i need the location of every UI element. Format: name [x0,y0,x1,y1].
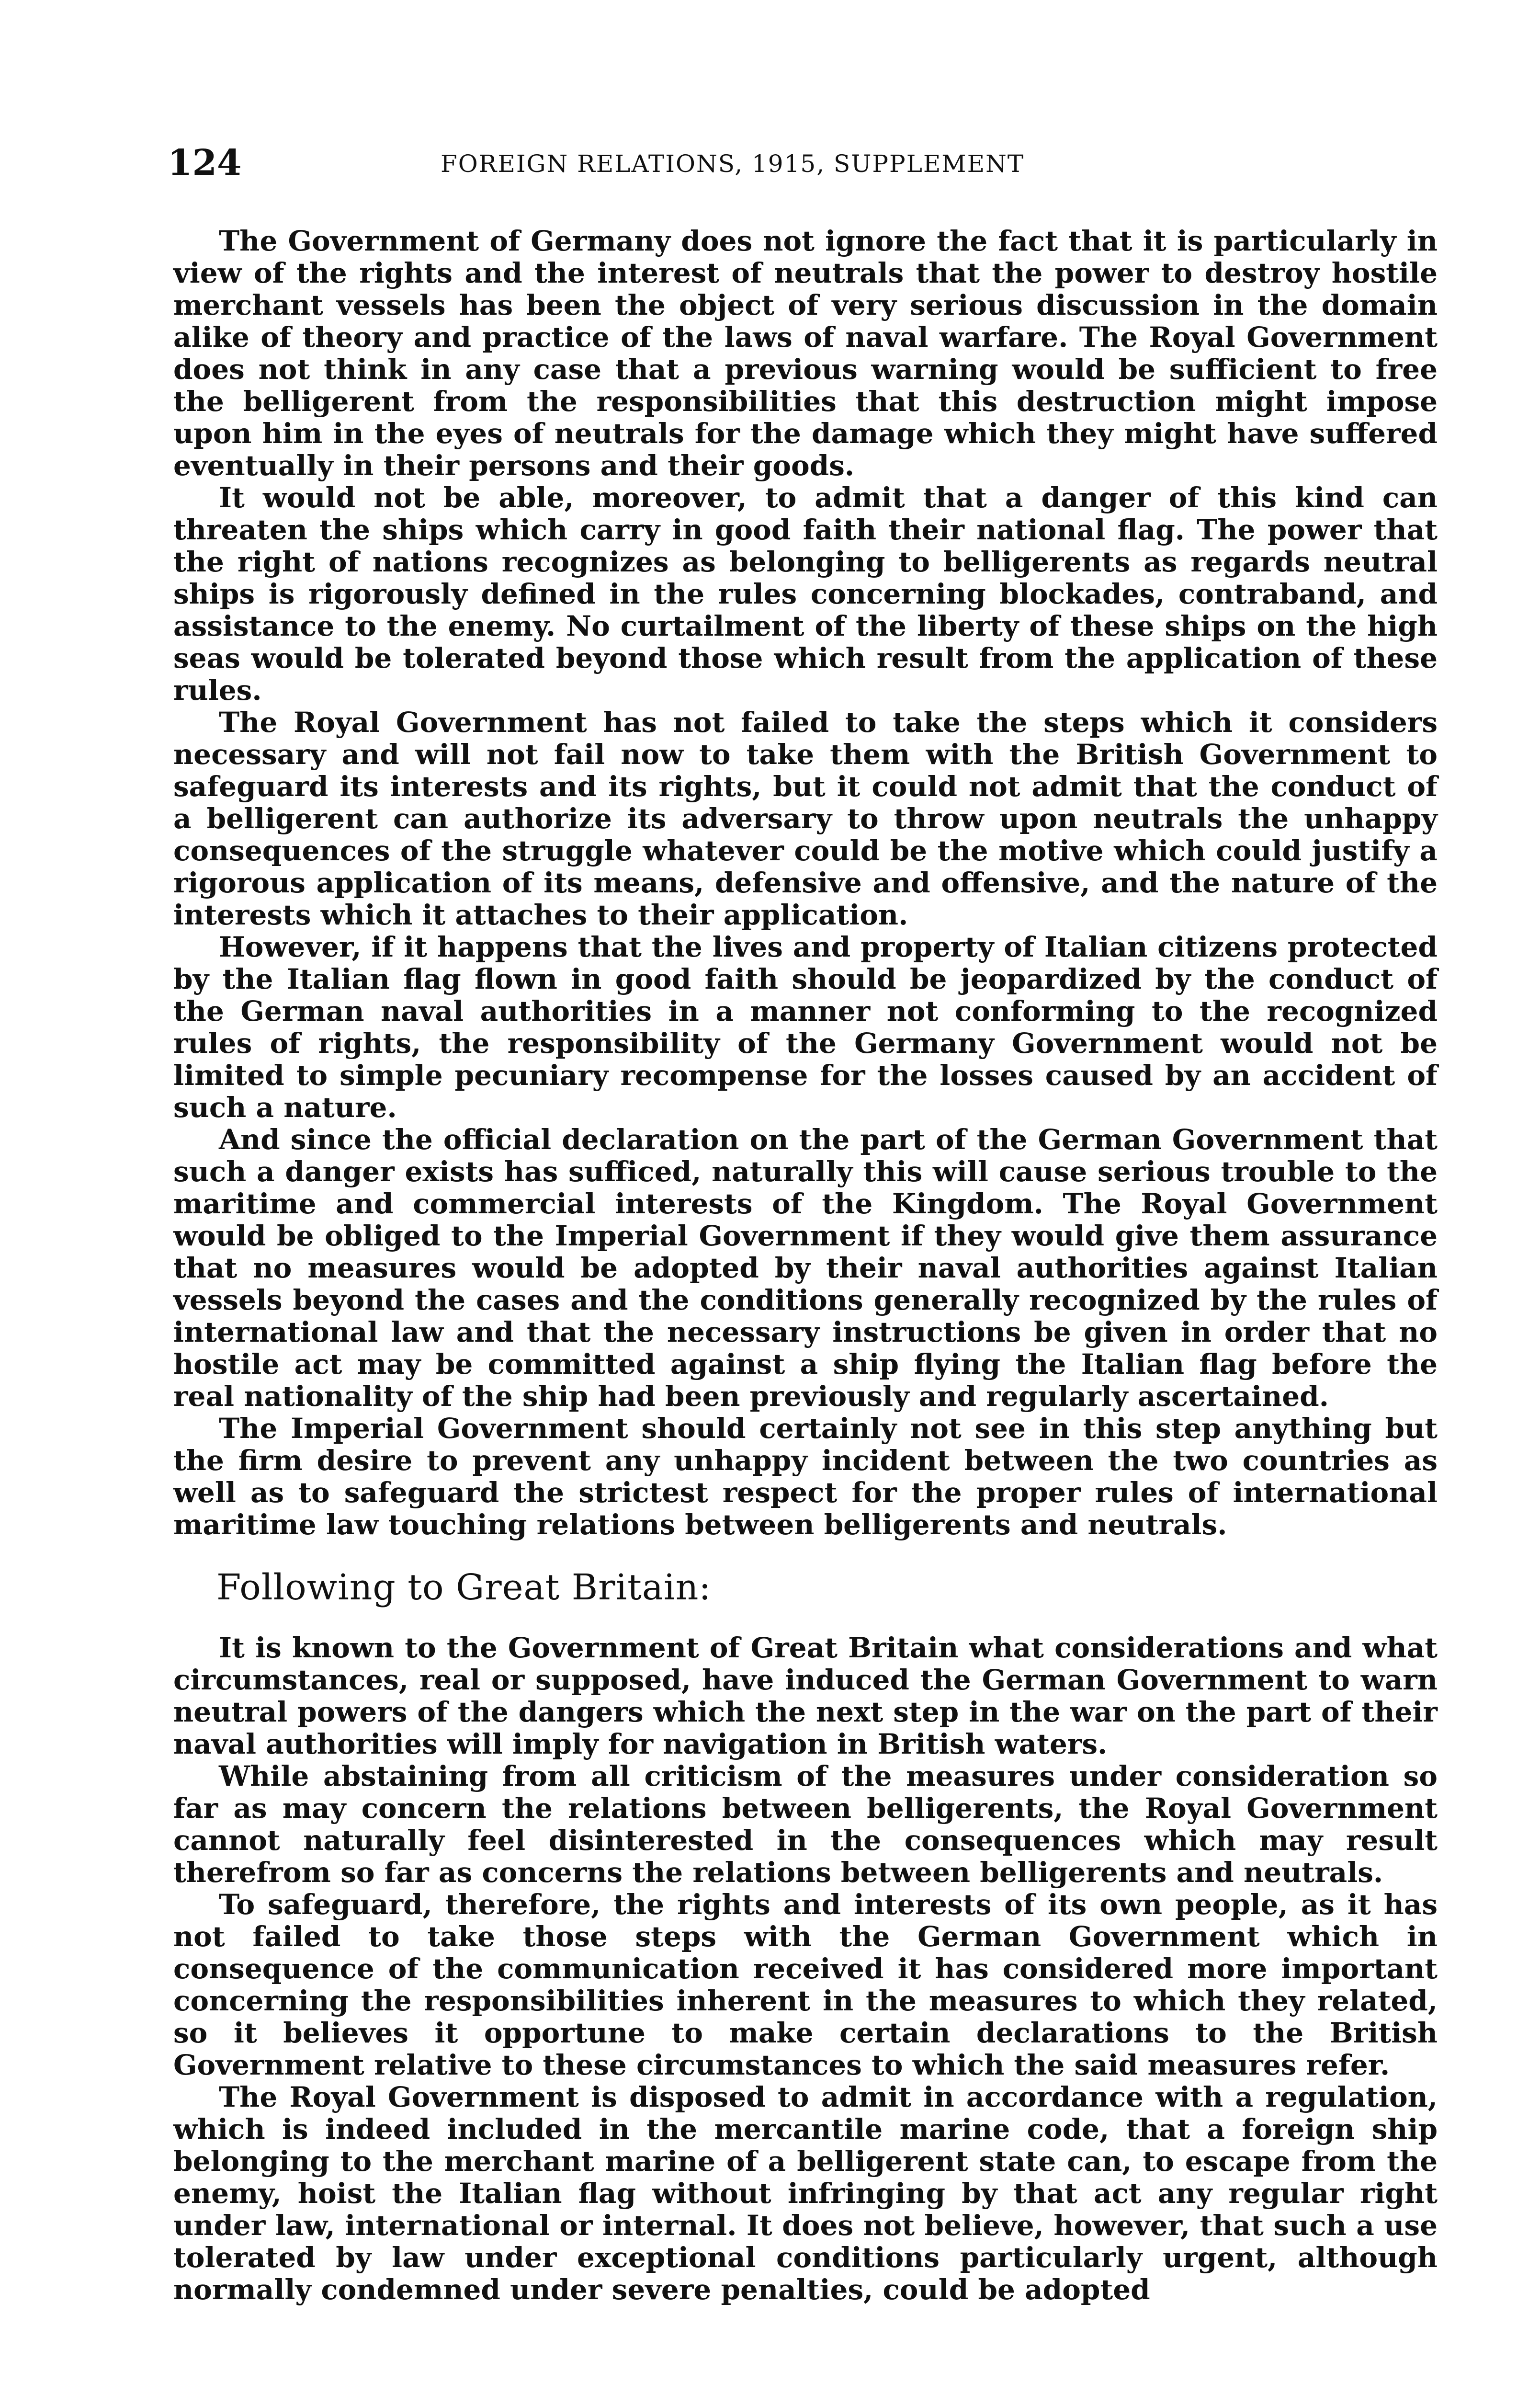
page-number: 124 [168,142,242,183]
body-paragraph: To safeguard, therefore, the rights and interests of its own people, as it has not failed to take those steps with the German Government which in consequence of the communication received it has considered more important concerning the responsibilities inherent in the measures to which they related, so it believes it opportune to make certain declarations to the British Government relative to these circumstances to which the said measures refer. [173,1888,1438,2081]
page-header [168,144,1437,182]
section-heading: Following to Great Britain: [216,1567,712,1608]
body-paragraph: However, if it happens that the lives and property of Italian citizens protected by the Italian flag flown in good faith should be jeopardized by the conduct of the German naval authorities in a manner not conforming to the recognized rules of rights, the responsibility of the Germany Government would not be limited to simple pecuniary recompense for the losses caused by an accident of such a nature. [173,931,1438,1124]
body-paragraph: It is known to the Government of Great Britain what considerations and what circumstances, real or supposed, have induced the German Government to warn neutral powers of the dangers which the next step in the war on the part of their naval authorities will imply for navigation in British waters. [173,1631,1438,1760]
body-paragraph: The Imperial Government should certainly not see in this step anything but the firm desire to prevent any unhappy incident between the two countries as well as to safeguard the strictest respect for the proper rules of international maritime law touching relations between belligerents and neutrals. [173,1412,1438,1541]
body-paragraph: While abstaining from all criticism of the measures under consideration so far as may concern the relations between belligerents, the Royal Government cannot naturally feel disinterested in the consequences which may result therefrom so far as concerns the relations between belligerents and neutrals. [173,1760,1438,1889]
body-paragraph: And since the official declaration on the part of the German Government that such a danger exists has sufficed, naturally this will cause serious trouble to the maritime and commercial interests of the Kingdom. The Royal Government would be obliged to the Imperial Government if they would give them assurance that no measures would be adopted by their naval authorities against Italian vessels beyond the cases and the conditions generally recognized by the rules of international law and that the necessary instructions be given in order that no hostile act may be committed against a ship flying the Italian flag before the real nationality of the ship had been previously and regularly ascertained. [173,1123,1438,1413]
body-paragraph: The Royal Government is disposed to admit in accordance with a regulation, which is indeed included in the mercantile marine code, that a foreign ship belonging to the merchant marine of a belligerent state can, to escape from the enemy, hoist the Italian flag without infringing by that act any regular right under law, international or internal. It does not believe, however, that such a use tolerated by law under exceptional conditions particularly urgent, although normally condemned under severe penalties, could be adopted [173,2081,1438,2306]
document-body [173,225,1438,2306]
body-paragraph: The Royal Government has not failed to take the steps which it considers necessary and will not fail now to take them with the British Government to safeguard its interests and its rights, but it could not admit that the conduct of a belligerent can authorize its adversary to throw upon neutrals the unhappy consequences of the struggle whatever could be the motive which could justify a rigorous application of its means, defensive and offensive, and the nature of the interests which it attaches to their application. [173,706,1438,931]
body-paragraph: It would not be able, moreover, to admit that a danger of this kind can threaten the ships which carry in good faith their national flag. The power that the right of nations recognizes as belonging to belligerents as regards neutral ships is rigorously defined in the rules concerning blockades, contraband, and assistance to the enemy. No curtailment of the liberty of these ships on the high seas would be tolerated beyond those which result from the application of these rules. [173,481,1438,707]
body-paragraph: The Government of Germany does not ignore the fact that it is particularly in view of the rights and the interest of neutrals that the power to destroy hostile merchant vessels has been the object of very serious discussion in the domain alike of theory and practice of the laws of naval warfare. The Royal Government does not think in any case that a previous warning would be sufficient to free the belligerent from the responsibilities that this destruction might impose upon him in the eyes of neutrals for the damage which they might have suffered eventually in their persons and their goods. [173,225,1438,482]
running-head: FOREIGN RELATIONS, 1915, SUPPLEMENT [441,150,1025,178]
